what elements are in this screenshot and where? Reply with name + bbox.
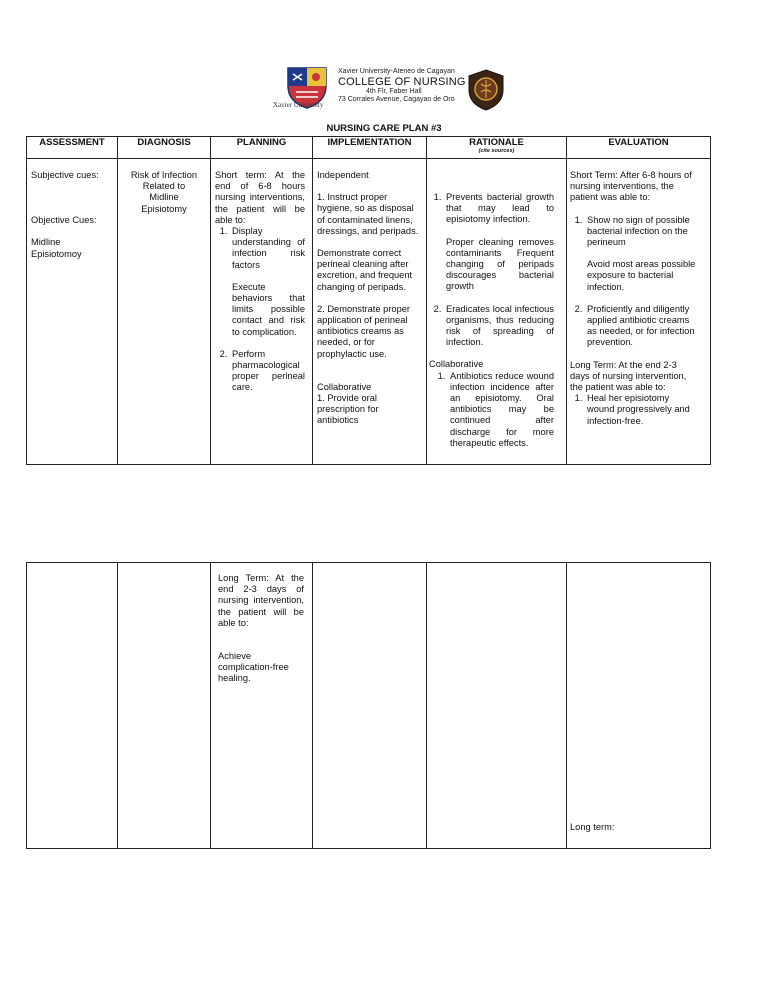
assessment-cell-continued: [27, 563, 118, 849]
care-plan-row-continued: [27, 563, 711, 849]
cue-midline: Midline: [31, 237, 61, 248]
evaluation-item-1: 1. Show no sign of possible bacterial infection on the perineum Avoid most areas possible exposure to bacterial infection.: [585, 215, 698, 293]
evaluation-long-term-label: Long term:: [570, 822, 615, 832]
diagnosis-line-4: Episiotomy: [141, 203, 187, 214]
collaborative-label: Collaborative: [317, 381, 372, 392]
evaluation-cell: [567, 159, 711, 465]
implementation-item-1b: Demonstrate correct perineal cleaning after excretion, and frequent changing of peripads.: [317, 248, 413, 292]
col-implementation: IMPLEMENTATION: [313, 137, 427, 159]
planning-item-1b: Execute behaviors that limits possible contact and risk to complication.: [232, 281, 305, 337]
planning-item-1: 1. Display understanding of infection risk factors Execute behaviors that limits possible contact and risk to complication.: [230, 226, 305, 338]
independent-label: Independent: [317, 170, 369, 180]
col-rationale: [427, 137, 567, 159]
diagnosis-line-1: Risk of Infection: [130, 170, 198, 180]
evaluation-intro: Short Term: After 6-8 hours of nursing interventions, the patient was able to:: [570, 170, 692, 203]
rationale-cell-continued: [427, 563, 567, 849]
implementation-item-3: 1. Provide oral prescription for antibiotics: [317, 393, 379, 426]
header-row: [27, 137, 711, 159]
college-of-nursing-seal: [466, 68, 506, 112]
care-plan-table: [26, 136, 711, 465]
seal-caption: Xavier University: [273, 101, 324, 109]
implementation-cell-continued: [313, 563, 427, 849]
assessment-cell: [27, 159, 118, 465]
diagnosis-cell-continued: [118, 563, 211, 849]
evaluation-long-item-1: 1. Heal her episiotomy wound progressively and infection-free.: [585, 393, 698, 427]
evaluation-cell-continued: [567, 563, 711, 849]
care-plan-table-continued: [26, 562, 711, 849]
rationale-item-3: 1. Antibiotics reduce wound infection incidence after an episiotomy. Oral antibiotics may be continued after discharge for more therapeutic effects.: [448, 371, 554, 449]
evaluation-long-intro: Long Term: At the end 2-3 days of nursing intervention, the patient was able to:: [570, 359, 687, 393]
implementation-item-1: 1. Instruct proper hygiene, so as disposal of contaminated linens, dressings, and peripads.: [317, 192, 419, 236]
col-planning: PLANNING: [211, 137, 313, 159]
planning-long-term-goal: Achieve complication-free healing.: [218, 651, 289, 684]
rationale-cell: [427, 159, 567, 465]
planning-long-term-intro: Long Term: At the end 2-3 days of nursing intervention, the patient will be able to:: [218, 573, 304, 628]
col-assessment: ASSESSMENT: [27, 137, 118, 159]
rationale-item-2: 2. Eradicates local infectious organisms, thus reducing risk of spreading of infection.: [444, 304, 554, 349]
col-diagnosis: DIAGNOSIS: [118, 137, 211, 159]
subjective-cues: Subjective cues:: [31, 170, 99, 180]
rationale-item-1: 1. Prevents bacterial growth that may lead to episiotomy infection. Proper cleaning removes contaminants Frequent changing of peripads discourages bacterial growth: [444, 192, 554, 293]
cite-sources-note: (cite sources): [478, 148, 515, 154]
implementation-item-2: 2. Demonstrate proper application of perineal antibiotics creams as needed, or for prophylactic use.: [317, 303, 411, 359]
evaluation-item-2: 2. Proficiently and diligently applied antibiotic creams as needed, or for infection prevention.: [585, 304, 698, 349]
planning-cell: [211, 159, 313, 465]
college-name: COLLEGE OF NURSING: [338, 76, 466, 88]
rationale-item-1b: Proper cleaning removes contaminants Frequent changing of peripads discourages bacterial growth: [446, 236, 554, 292]
planning-cell-continued: [211, 563, 313, 849]
col-evaluation: EVALUATION: [567, 137, 711, 159]
letterhead: [338, 68, 466, 104]
rationale-collaborative-label: Collaborative: [429, 359, 484, 370]
implementation-cell: [313, 159, 427, 465]
plan-title: NURSING CARE PLAN #3: [326, 123, 442, 134]
diagnosis-line-2: Related to: [142, 181, 186, 192]
planning-item-2: 2. Perform pharmacological proper perineal care.: [230, 349, 305, 394]
objective-cues: Objective Cues:: [31, 215, 97, 226]
diagnosis-line-3: Midline: [149, 192, 179, 203]
care-plan-row: [27, 159, 711, 465]
building-line: 4th Flr, Faber Hall: [366, 88, 422, 95]
address-line: 73 Corrales Avenue, Cagayan de Oro: [338, 96, 455, 103]
institution-line: Xavier University-Ateneo de Cagayan: [338, 68, 455, 75]
cue-episiotomy: Episiotomoy: [31, 248, 82, 259]
diagnosis-cell: [118, 159, 211, 465]
evaluation-item-1b: Avoid most areas possible exposure to bacterial infection.: [587, 259, 696, 292]
planning-intro: Short term: At the end of 6-8 hours nursing interventions, the patient will be able to:: [215, 170, 305, 225]
col-rationale-label: RATIONALE: [469, 137, 524, 148]
